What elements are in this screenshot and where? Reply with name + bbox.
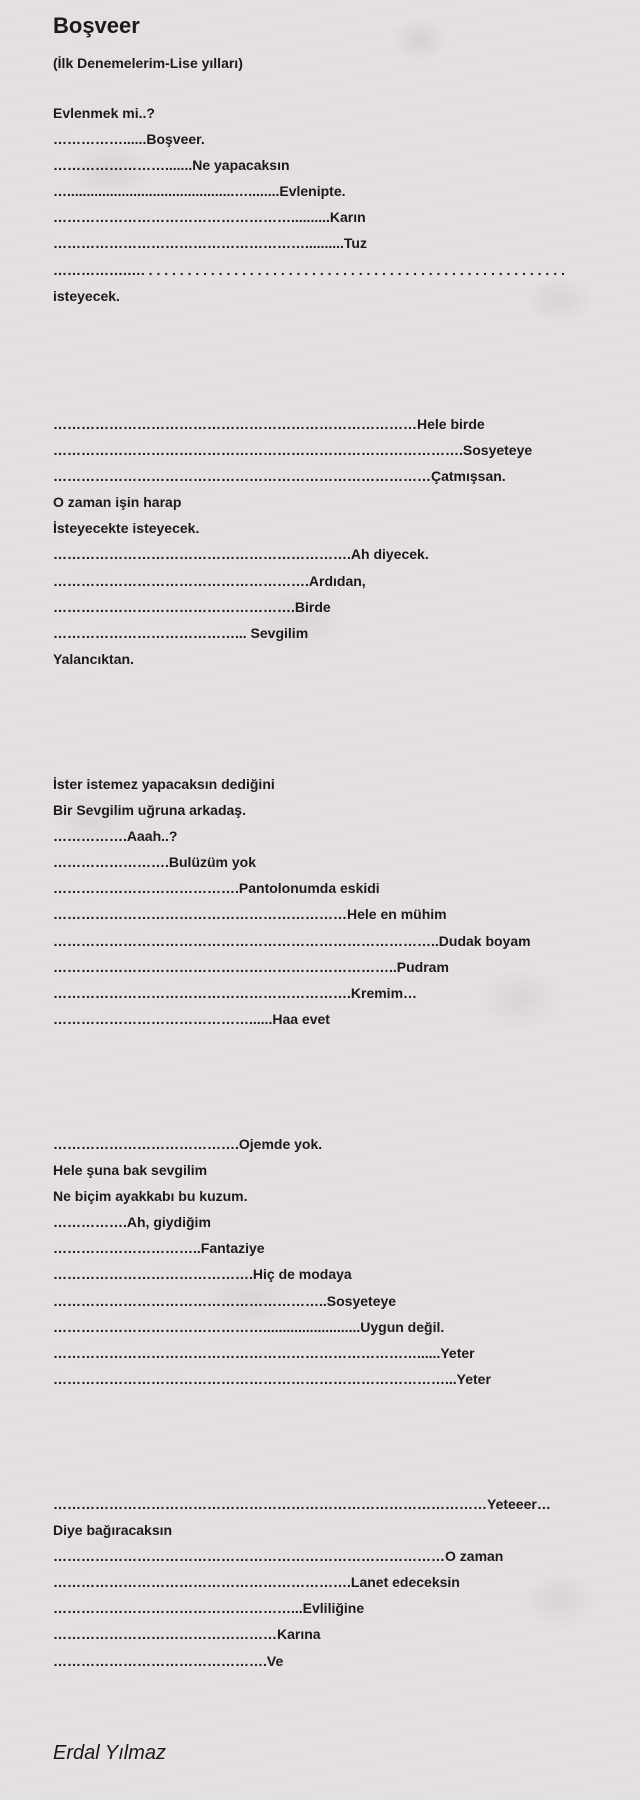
author-signature: Erdal Yılmaz <box>53 1742 167 1764</box>
poem-line: isteyecek. <box>53 287 120 304</box>
poem-line: …………….…. . . . . . . . . . . . . . . . . . . . . . . . . . . . . . . . . . . . . . . . . . . . . . . . . . . . . . . <box>53 261 565 278</box>
poem-line: Yalancıktan. <box>53 650 134 667</box>
poem-line: ………………………………………………..........Tuz <box>53 235 367 252</box>
poem-line: ………………………………….Ojemde yok. <box>53 1136 323 1152</box>
poem-line: ………………………………………………………………………Çatmışsan. <box>53 468 506 485</box>
poem-line: …...........................................…........Evlenipte. <box>53 183 346 200</box>
poem-line: ……………………………………………………….Kremim… <box>53 984 418 1001</box>
stanza-4 <box>53 1131 491 1392</box>
stanza-5 <box>53 1491 551 1674</box>
poem-line: İster istemez yapacaksın dediğini <box>53 776 275 792</box>
poem-line: ……………………………………………………………………Hele birde <box>53 416 485 432</box>
poem-title: Boşveer <box>53 13 140 38</box>
poem-line: …………….Aaah..? <box>53 828 178 845</box>
poem-line: Evlenmek mi..? <box>53 105 155 121</box>
poem-line: …………………….......Ne yapacaksın <box>53 157 290 174</box>
poem-line: …………………………………………………..Sosyeteye <box>53 1292 397 1309</box>
poem-subtitle: (İlk Denemelerim-Lise yılları) <box>53 55 243 71</box>
poem-line: O zaman işin harap <box>53 494 182 511</box>
poem-line: ……………………………………………………….Lanet edeceksin <box>53 1574 460 1591</box>
poem-line: ……………………………………………...Evliliğine <box>53 1600 365 1617</box>
stanza-1 <box>53 100 565 309</box>
poem-line: …………………………………….Hiç de modaya <box>53 1266 352 1283</box>
stanza-3 <box>53 771 531 1032</box>
poem-line: ……………………………………………….Ardıdan, <box>53 572 366 589</box>
poem-line: ……………………………………….........................Uygun değil. <box>53 1318 445 1335</box>
poem-line: …………………………………………………………………………….Sosyeteye <box>53 442 533 459</box>
poem-line: …………………………………………Karına <box>53 1626 321 1643</box>
poem-line: Hele şuna bak sevgilim <box>53 1162 208 1179</box>
poem-line: …………….Ah, giydiğim <box>53 1214 211 1231</box>
poem-line: …………………….Bulüzüm yok <box>53 854 257 871</box>
poem-line: ……………………………………….Ve <box>53 1652 284 1669</box>
poem-line: …………………………………... Sevgilim <box>53 624 309 641</box>
poem-line: Bir Sevgilim uğruna arkadaş. <box>53 802 246 819</box>
poem-line: ……………......Boşveer. <box>53 131 205 148</box>
poem-line: ………………………………………………………………..Pudram <box>53 958 449 975</box>
poem-line: ……………………………………………………….Ah diyecek. <box>53 546 429 563</box>
poem-line: …………………………………………………………………………O zaman <box>53 1548 504 1565</box>
poem-line: ………………………………………………………………………..Dudak boyam <box>53 932 531 949</box>
poem-line: …………………………………………………………………………………Yeteeer… <box>53 1496 551 1512</box>
stanza-2 <box>53 411 532 672</box>
poem-line: Ne biçim ayakkabı bu kuzum. <box>53 1188 248 1205</box>
poem-line: ………………………………………………………Hele en mühim <box>53 906 447 923</box>
poem-line: …………………………………………………………………………...Yeter <box>53 1370 491 1387</box>
poem-line: …………………………..Fantaziye <box>53 1240 265 1257</box>
poem-line: …………………………………………….Birde <box>53 598 331 615</box>
poem-line: İsteyecekte isteyecek. <box>53 520 200 537</box>
poem-line: ……………………………………......Haa evet <box>53 1010 330 1027</box>
poem-line: Diye bağıracaksın <box>53 1522 173 1539</box>
poem-line: ………………………………….Pantolonumda eskidi <box>53 880 380 897</box>
poem-line: ……………………………………………………………………......Yeter <box>53 1344 475 1361</box>
poem-line: ……………………………………………..........Karın <box>53 209 366 226</box>
